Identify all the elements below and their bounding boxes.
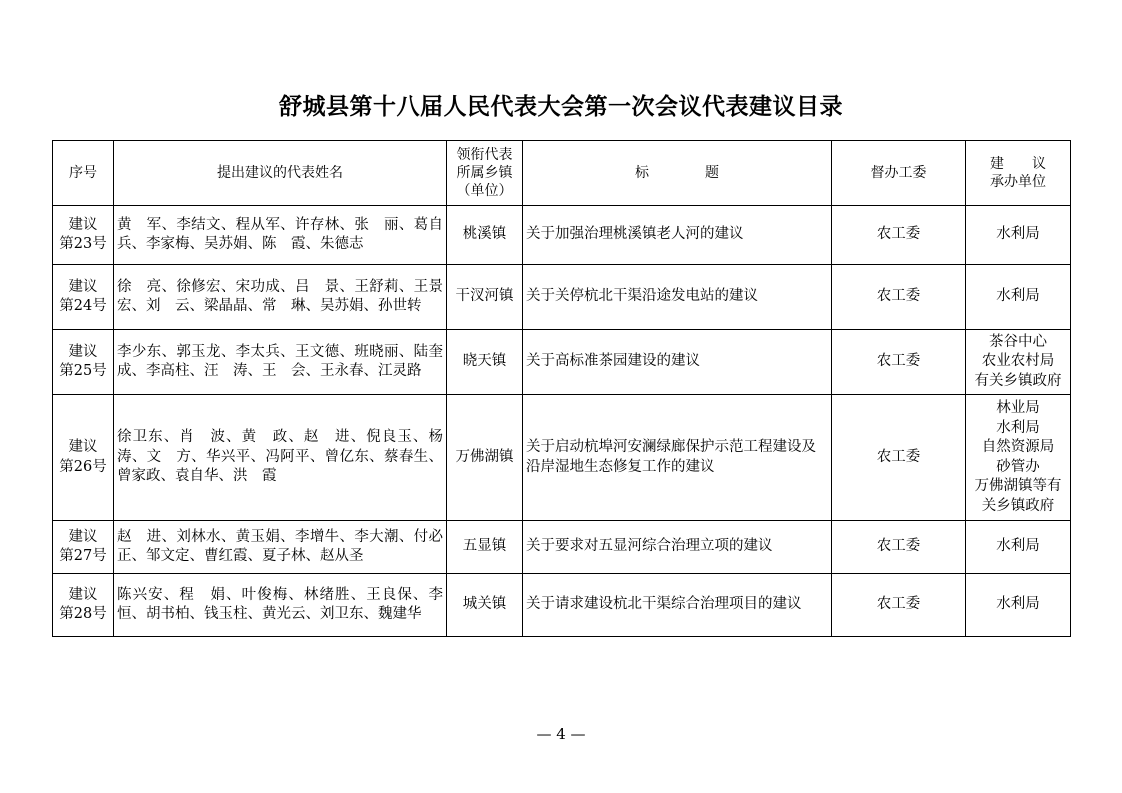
table-row <box>53 574 1071 637</box>
table-row <box>53 330 1071 395</box>
row-names: 陈兴安、程 娟、叶俊梅、林绪胜、王良保、李 恒、胡书柏、钱玉柱、黄光云、刘卫东、魏建华 <box>114 574 447 637</box>
row-number: 建议 第26号 <box>53 395 114 521</box>
row-township: 万佛湖镇 <box>447 395 523 521</box>
row-subject: 关于加强治理桃溪镇老人河的建议 <box>523 206 832 265</box>
row-subject: 关于启动杭埠河安澜绿廊保护示范工程建设及沿岸湿地生态修复工作的建议 <box>523 395 832 521</box>
row-number: 建议 第28号 <box>53 574 114 637</box>
header-handler: 建 议 承办单位 <box>966 141 1071 206</box>
row-township: 五显镇 <box>447 521 523 574</box>
table-row <box>53 521 1071 574</box>
row-handler: 水利局 <box>966 206 1071 265</box>
row-subject: 关于高标准茶园建设的建议 <box>523 330 832 395</box>
row-supervisor: 农工委 <box>832 574 966 637</box>
row-handler: 茶谷中心 农业农村局 有关乡镇政府 <box>966 330 1071 395</box>
header-number: 序号 <box>53 141 114 206</box>
row-township: 干汊河镇 <box>447 265 523 330</box>
row-handler: 水利局 <box>966 521 1071 574</box>
row-names: 李少东、郭玉龙、李太兵、王文德、班晓丽、陆奎成、李高柱、汪 涛、王 会、王永春、江灵路 <box>114 330 447 395</box>
header-names: 提出建议的代表姓名 <box>114 141 447 206</box>
row-supervisor: 农工委 <box>832 265 966 330</box>
row-township: 晓天镇 <box>447 330 523 395</box>
row-handler: 林业局 水利局 自然资源局 砂管办 万佛湖镇等有关乡镇政府 <box>966 395 1071 521</box>
row-number: 建议 第24号 <box>53 265 114 330</box>
table-header-row <box>53 141 1071 206</box>
row-names: 黄 军、李结文、程从军、许存林、张 丽、葛自兵、李家梅、吴苏娟、陈 霞、朱德志 <box>114 206 447 265</box>
row-supervisor: 农工委 <box>832 206 966 265</box>
header-township: 领衔代表 所属乡镇 （单位） <box>447 141 523 206</box>
page-number: — 4 — <box>536 725 586 743</box>
row-supervisor: 农工委 <box>832 521 966 574</box>
header-supervisor: 督办工委 <box>832 141 966 206</box>
row-names: 赵 进、刘林水、黄玉娟、李增牛、李大潮、付必正、邹文定、曹红霞、夏子林、赵从圣 <box>114 521 447 574</box>
row-subject: 关于要求对五显河综合治理立项的建议 <box>523 521 832 574</box>
row-township: 桃溪镇 <box>447 206 523 265</box>
header-subject: 标 题 <box>523 141 832 206</box>
row-subject: 关于关停杭北干渠沿途发电站的建议 <box>523 265 832 330</box>
document-title: 舒城县第十八届人民代表大会第一次会议代表建议目录 <box>279 93 843 120</box>
row-number: 建议 第23号 <box>53 206 114 265</box>
row-handler: 水利局 <box>966 574 1071 637</box>
row-handler: 水利局 <box>966 265 1071 330</box>
row-township: 城关镇 <box>447 574 523 637</box>
row-number: 建议 第25号 <box>53 330 114 395</box>
table-row <box>53 206 1071 265</box>
table-row <box>53 395 1071 521</box>
table-row <box>53 265 1071 330</box>
row-names: 徐卫东、肖 波、黄 政、赵 进、倪良玉、杨 涛、文 方、华兴平、冯阿平、曾亿东、蔡春生、曾家政、袁自华、洪 霞 <box>114 395 447 521</box>
row-supervisor: 农工委 <box>832 395 966 521</box>
row-names: 徐 亮、徐修宏、宋功成、吕 景、王舒莉、王景宏、刘 云、梁晶晶、常 琳、吴苏娟、孙世转 <box>114 265 447 330</box>
proposal-catalog-table <box>52 140 1071 637</box>
row-supervisor: 农工委 <box>832 330 966 395</box>
row-subject: 关于请求建设杭北干渠综合治理项目的建议 <box>523 574 832 637</box>
row-number: 建议 第27号 <box>53 521 114 574</box>
